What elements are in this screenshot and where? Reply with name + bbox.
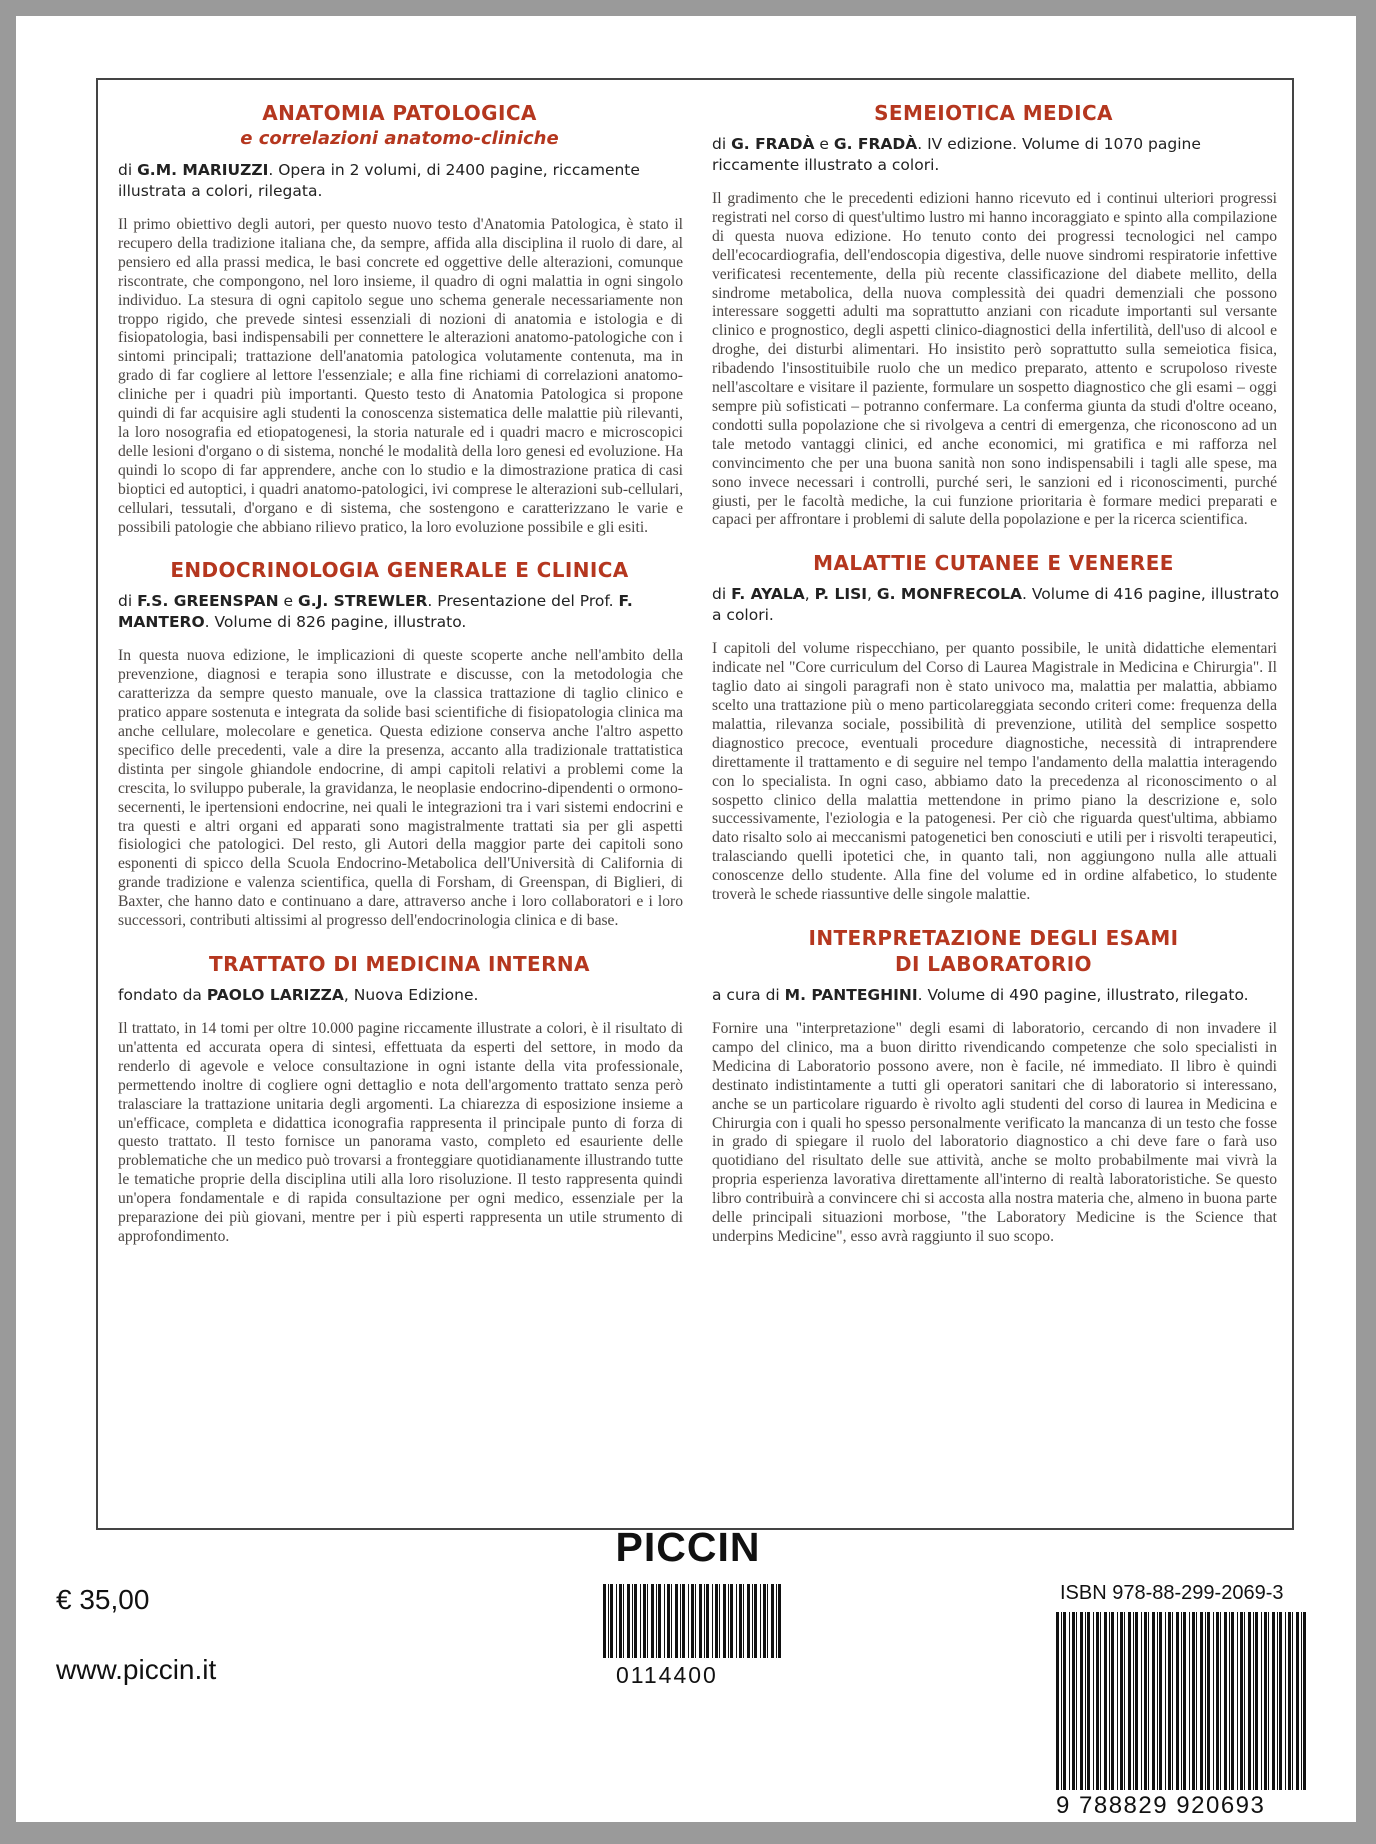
- byline-text: di: [712, 585, 732, 604]
- byline-text: . IV edizione. Volume di 1070 pagine riccamente illustrato a colori.: [712, 135, 1201, 174]
- section-title: TRATTATO DI MEDICINA INTERNA: [209, 952, 590, 976]
- byline-text: , Nuova Edizione.: [343, 986, 479, 1004]
- byline-text: . Opera in 2 volumi, di 2400 pagine, riccamente illustrata a colori, rilegata.: [118, 161, 640, 200]
- publisher-logo: PICCIN: [615, 1524, 761, 1570]
- ean-number: 9 788829 920693: [1056, 1792, 1266, 1819]
- price-label: € 35,00: [56, 1584, 150, 1615]
- section-byline: [712, 134, 1281, 176]
- author-name: P. LISI: [814, 585, 868, 604]
- byline-text: di: [118, 161, 138, 179]
- section-body: In questa nuova edizione, le implicazioni di queste scoperte anche nell'ambito della prevenzione, diagnosi e terapia sono illustrate e discusse, con la metodologia che caratterizza da sempre questo manuale, ove la classica trattazione di taglio clinico e pratico appare sostenuta e integrata da solide basi scientifiche di fisiopatologia clinica ma anche cellulare, molecolare e genetica. Questa edizione conserva anche l'altro aspetto specifico delle precedenti, vale a dire la presenza, accanto alla tradizionale trattatistica distinta per singole ghiandole endocrine, di ampi capitoli relativi a problemi come la crescita, lo sviluppo puberale, la gravidanza, le neoplasie endocrino-dipendenti o ormono-secernenti, le ipertensioni endocrine, nei quali le integrazioni tra i vari sistemi endocrini e tra questi e altri organi ed apparati sono magistralmente trattati sia per gli aspetti fisiologici che patologici. Del resto, gli Autori della maggior parte dei capitoli sono esponenti di spicco della Scuola Endocrino-Metabolica dell'Università di California di grande tradizione e valenza scientifica, quella di Forsham, di Greenspan, di Biglieri, di Baxter, che hanno dato e continuano a dare, attraverso anche i loro collaboratori e i loro successori, contributi altissimi al progresso dell'endocrinologia clinica e di base.: [118, 647, 683, 930]
- section-byline: [118, 985, 687, 1006]
- section-malattie-cutanee: [706, 550, 1281, 905]
- author-name: G. FRADÀ: [833, 135, 918, 153]
- section-byline: [712, 985, 1281, 1006]
- byline-text: . Volume di 416 pagine, illustrato a colori.: [712, 585, 1280, 625]
- section-title: ANATOMIA PATOLOGICA: [262, 101, 537, 125]
- section-byline: [118, 160, 687, 202]
- byline-text: ,: [867, 585, 877, 604]
- section-byline: [712, 584, 1281, 626]
- section-title: ENDOCRINOLOGIA GENERALE E CLINICA: [170, 558, 629, 583]
- section-title: MALATTIE CUTANEE E VENEREE: [813, 551, 1174, 576]
- section-title: SEMEIOTICA MEDICA: [874, 101, 1113, 125]
- section-subtitle: e correlazioni anatomo-cliniche: [240, 128, 559, 149]
- byline-text: . Volume di 490 pagine, illustrato, rilegato.: [917, 986, 1249, 1004]
- author-name: M. PANTEGHINI: [784, 986, 918, 1004]
- section-title-line2: DI LABORATORIO: [895, 952, 1092, 976]
- byline-text: di: [118, 592, 138, 611]
- website-url: www.piccin.it: [56, 1654, 217, 1685]
- section-body: Il primo obiettivo degli autori, per questo nuovo testo d'Anatomia Patologica, è stato il recupero della tradizione italiana che, da sempre, affida alla disciplina il ruolo di dare, al pensiero ed alla prassi medica, le basi concrete ed oggettive delle alterazioni, comunque riscontrate, che compongono, nel loro insieme, il quadro di ogni malattia in ogni singolo individuo. La stesura di ogni capitolo segue uno schema generale necessariamente non troppo rigido, che prevede sintesi essenziali di nozioni di anatomia e istologia e di fisiopatologia, basi indispensabili per connettere le alterazioni anatomo-patologiche con i sintomi principali; trattazione dell'anatomia patologica volutamente contenuta, ma in grado di far cogliere al lettore l'essenziale; e alla fine richiami di correlazioni anatomo-cliniche per i quadri più importanti. Questo testo di Anatomia Patologica si propone quindi di far acquisire agli studenti la conoscenza sistematica delle malattie più rilevanti, la loro nosografia ed etiopatogenesi, la storia naturale ed i quadri macro e microscopici delle lesioni d'organo o di sistema, nonché le modalità della loro genesi ed evoluzione. Ha quindi lo scopo di far apprendere, anche con lo studio e la dimostrazione pratica di casi bioptici ed autoptici, i quadri anatomo-patologici, ivi comprese le alterazioni sub-cellulari, cellulari, tessutali, d'organo e di sistema, che sostengono e caratterizzano le varie e possibili patologie che abbiano rilievo pratico, la loro evoluzione possibile e gli esiti.: [118, 216, 683, 536]
- author-name: F.S. GREENSPAN: [137, 592, 279, 611]
- internal-code: 0114400: [616, 1662, 718, 1688]
- section-trattato-medicina-interna: [112, 951, 687, 1247]
- section-byline: [118, 591, 687, 633]
- section-title-line1: INTERPRETAZIONE DEGLI ESAMI: [808, 926, 1179, 950]
- byline-text: . Presentazione del Prof.: [427, 592, 619, 611]
- section-body: Il trattato, in 14 tomi per oltre 10.000 pagine riccamente illustrate a colori, è il risultato di un'attenta ed accurata opera di sintesi, effettuata da esperti del settore, in modo da renderlo di agevole e veloce consultazione in ogni istante della vita professionale, permettendo inoltre di cogliere ogni dettaglio e nota dell'argomento trattato senza però tralasciare la trattazione unitaria degli argomenti. La chiarezza di esposizione insieme a un'efficace, completa e didattica iconografia rappresenta il principale punto di forza di questo trattato. Il testo fornisce un panorama vasto, completo ed esauriente delle problematiche che un medico può trovarsi a fronteggiare quotidianamente illustrando tutte le tematiche proprie della disciplina utili alla loro risoluzione. Il testo rappresenta quindi un'opera fondamentale e di rapida consultazione per ogni medico, essenziale per la preparazione dei più giovani, mentre per i più esperti rappresenta un utile strumento di approfondimento.: [118, 1020, 683, 1245]
- byline-text: ,: [804, 585, 815, 604]
- byline-text: fondato da: [118, 986, 207, 1004]
- section-body: Il gradimento che le precedenti edizioni hanno ricevuto ed i continui ulteriori progressi registrati nel corso di quest'ultimo lustro mi hanno incoraggiato e spinto alla compilazione di questa nuova edizione. Ho tenuto conto dei progressi tecnologici nel campo dell'ecocardiografia, dell'endoscopia digestiva, delle nuove sindromi respiratorie infettive verificatesi recentemente, della più recente classificazione del diabete mellito, della sindrome metabolica, della nuova complessità dei quadri demenziali che possono interessare soggetti adulti ma soprattutto anziani con ricadute importanti sul versante clinico e prognostico, degli aspetti clinico-diagnostici della infertilità, dell'uso di alcool e droghe, dei disturbi alimentari. Ho insistito però soprattutto sulla semeiotica fisica, ribadendo l'insostituibile ruolo che un medico preparato, attento e scrupoloso riveste nell'ascoltare e visitare il paziente, formulare un sospetto diagnostico che gli esami – oggi sempre più sofisticati – potranno confermare. La conferma giunta da studi d'oltre oceano, condotti sulla popolazione che si rivolgeva a centri di emergenza, che riconoscono ad un tale metodo vantaggi clinici, ed anche economici, mi gratifica e mi rafforza nel convincimento che per una buona sanità non sono indispensabili i tagli alle spese, ma sono invece necessari i controlli, purché seri, le sanzioni ed i riconoscimenti, purché giusti, per le facoltà mediche, la cui funzione prioritaria è formare medici preparati e capaci per affrontare i problemi di salute della popolazione e per la ricerca scientifica.: [712, 190, 1277, 529]
- internal-barcode-icon: [603, 1584, 783, 1658]
- author-name: G. FRADÀ: [731, 135, 815, 153]
- author-name: F. AYALA: [731, 585, 805, 604]
- content-frame: [96, 78, 1294, 1530]
- byline-text: . Volume di 826 pagine, illustrato.: [204, 613, 467, 632]
- left-column: [112, 100, 687, 1267]
- author-name: F. MANTERO: [118, 592, 633, 632]
- section-interpretazione-esami: [706, 925, 1281, 1247]
- author-name: G.M. MARIUZZI: [137, 161, 269, 179]
- section-body: I capitoli del volume rispecchiano, per quanto possibile, le unità didattiche elementari indicate nel "Core curriculum del Corso di Laurea Magistrale in Medicina e Chirurgia". Il taglio dato ai singoli paragrafi non è stato univoco ma, malattia per malattia, abbiamo scelto una trattazione più o meno particolareggiata secondo criteri come: frequenza della malattia, rilevanza sociale, possibilità di prevenzione, utilità del semplice sospetto diagnostico precoce, eventuali procedure diagnostiche, necessità di intraprendere direttamente il trattamento e di seguire nel tempo l'andamento della malattia interagendo con lo specialista. In ogni caso, abbiamo dato la precedenza al riconoscimento o al sospetto clinico della malattia mettendone in primo piano la descrizione e, solo successivamente, l'eziologia e la patogenesi. Per ciò che riguarda quest'ultima, abbiamo dato risalto solo ai meccanismi patogenetici ben conosciuti e utili per i risvolti terapeutici, tralasciando quelli ipotetici che, in quanto tali, non aggiungono nulla alle attuali conoscenze dello studente. Alla fine del volume ed in ordine alfabetico, lo studente troverà le schede riassuntive delle singole malattie.: [712, 640, 1277, 904]
- ean-barcode-icon: [1056, 1612, 1308, 1790]
- section-body: Fornire una "interpretazione" degli esami di laboratorio, cercando di non invadere il campo del clinico, ma a buon diritto rivendicando competenze che solo specialisti in Medicina di Laboratorio possono avere, non è facile, né immediato. Il libro è quindi destinato indistintamente a tutti gli operatori sanitari che di laboratorio si interessano, anche se un particolare riguardo è rivolto agli studenti del corso di laurea in Medicina e Chirurgia con i quali ho spesso personalmente verificato la mancanza di un testo che fosse in grado di spiegare il ruolo del laboratorio diagnostico a chi deve fare o farà uso quotidiano del risultato delle sue attività, anche se molto probabilmente mai vivrà la propria esperienza lavorativa direttamente all'interno di realtà laboratoristiche. Se questo libro contribuirà a convincere chi si accosta alla nostra materia che, almeno in buona parte delle principali situazioni morbose, "the Laboratory Medicine is the Science that underpins Medicine", esso avrà raggiunto il suo scopo.: [712, 1020, 1277, 1245]
- byline-text: e: [814, 135, 834, 153]
- right-column: [706, 100, 1281, 1267]
- byline-text: di: [712, 135, 732, 153]
- author-name: G.J. STREWLER: [298, 592, 428, 611]
- section-semeiotica-medica: [706, 100, 1281, 530]
- author-name: G. MONFRECOLA: [876, 585, 1023, 604]
- isbn-label: ISBN 978-88-299-2069-3: [1060, 1582, 1284, 1604]
- byline-text: e: [278, 592, 298, 611]
- author-name: PAOLO LARIZZA: [206, 986, 344, 1004]
- byline-text: a cura di: [712, 986, 785, 1004]
- section-endocrinologia: [112, 557, 687, 931]
- section-anatomia-patologica: [112, 100, 687, 537]
